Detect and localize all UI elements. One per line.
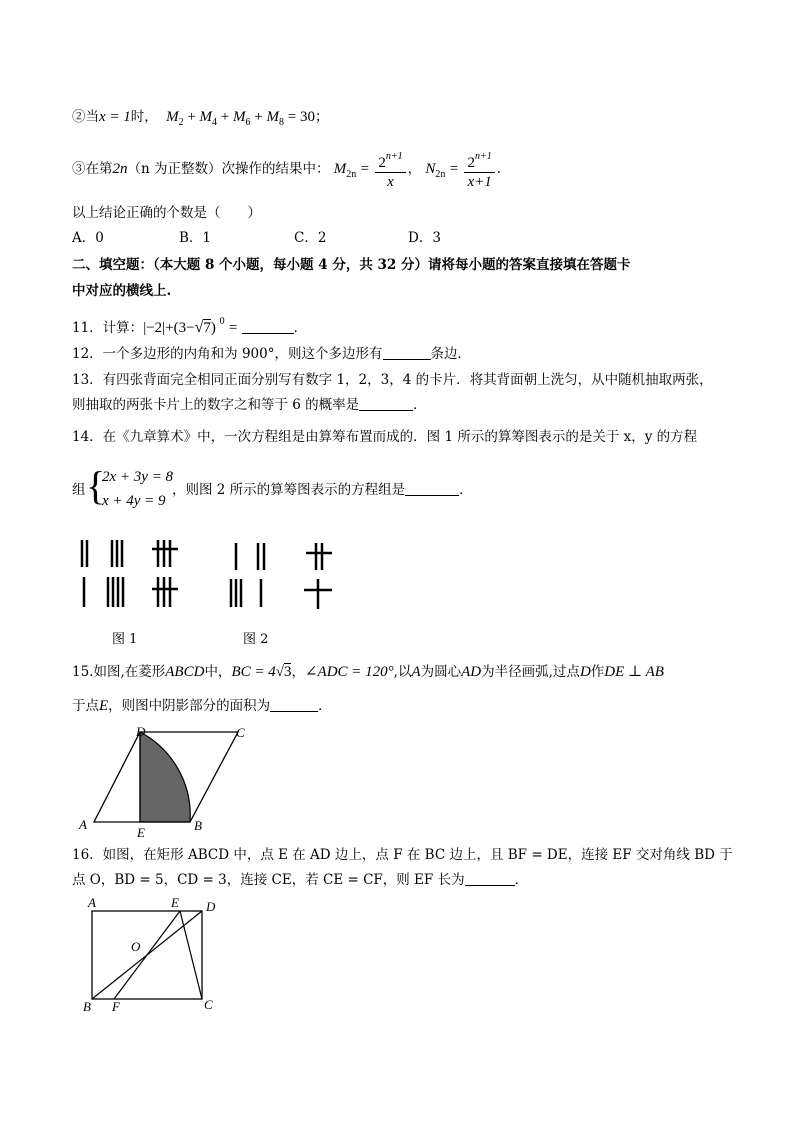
label-C: C — [236, 725, 245, 740]
q15-line1: 15.如图,在菱形ABCD中，BC = 4√3，∠ADC = 120°,以A为圆心AD为半径画弧,过点D作DE ⊥ AB — [72, 664, 664, 680]
q15-line2: 于点E，则图中阴影部分的面积为 ． — [72, 698, 332, 714]
fraction-m2n: $\frac{2^{n+1}}{x}$ — [375, 148, 405, 191]
answer-blank[interactable] — [242, 319, 294, 334]
label-D: D — [136, 724, 146, 739]
answer-blank[interactable] — [405, 481, 459, 496]
q10-item2: ②当x = 1时， $M_2 + M_4 + M_6 + M_8 = 30$； — [72, 109, 329, 128]
option-c[interactable]: C．2 — [294, 230, 327, 246]
q11: 11．计算：|−2|+(3−√7) $^0$ = ． — [72, 316, 308, 336]
option-d[interactable]: D．3 — [408, 230, 441, 246]
label-B: B — [83, 999, 91, 1014]
q12: 12．一个多边形的内角和为 900°，则这个多边形有 条边． — [72, 346, 471, 362]
q16-line1: 16．如图，在矩形 ABCD 中，点 E 在 AD 边上，点 F 在 BC 边上，且 BF = DE，连接 EF 交对角线 BD 于 — [72, 847, 733, 863]
option-b[interactable]: B．1 — [179, 230, 212, 246]
label-E: E — [137, 825, 145, 840]
answer-blank[interactable] — [383, 345, 431, 360]
q10-item3: ③在第2n（n 为正整数）次操作的结果中： $M_{2n}$ = $\frac{2^{n+1}}{x}$ ， $N_{2n}$ = $\frac{2^{n+1}}{x+1}$ ． — [72, 148, 510, 195]
rectangle-figure — [75, 893, 235, 1018]
rhombus-figure — [70, 722, 270, 840]
shaded-region — [140, 732, 190, 822]
label-O: O — [131, 939, 141, 954]
label-F: F — [112, 999, 120, 1014]
q14-line1: 14．在《九章算术》中，一次方程组是由算筹布置而成的．图 1 所示的算筹图表示的是关于 x，y 的方程 — [72, 429, 698, 445]
section2-title: 二、填空题：（本大题 8 个小题，每小题 4 分，共 32 分）请将每小题的答案直接填在答题卡 — [72, 257, 631, 273]
rod-figure-1 — [70, 535, 190, 615]
label-E: E — [171, 895, 179, 910]
rod-figure-2 — [220, 535, 340, 615]
label-B: B — [194, 818, 202, 833]
answer-blank[interactable] — [465, 871, 515, 886]
q13-line1: 13．有四张背面完全相同正面分别写有数字 1，2，3，4 的卡片．将其背面朝上洗匀，从中随机抽取两张， — [72, 372, 713, 388]
fraction-n2n: $\frac{2^{n+1}}{x+1}$ — [464, 148, 494, 191]
answer-blank[interactable] — [270, 697, 318, 712]
option-a[interactable]: A．0 — [72, 230, 104, 246]
label-D: D — [206, 899, 216, 914]
segment-EF — [114, 911, 180, 999]
q16-line2: 点 O，BD = 5，CD = 3，连接 CE，若 CE = CF，则 EF 长为 ． — [72, 872, 529, 888]
figure-2-caption: 图 2 — [243, 632, 269, 647]
left-brace: { — [86, 463, 106, 508]
section2-title-cont: 中对应的横线上. — [72, 283, 172, 299]
segment-CE — [180, 911, 202, 999]
figure-1-caption: 图 1 — [112, 632, 138, 647]
q13-line2: 则抽取的两张卡片上的数字之和等于 6 的概率是 ． — [72, 397, 427, 413]
label-C: C — [204, 997, 213, 1012]
q10-question: 以上结论正确的个数是（ ） — [72, 205, 261, 221]
label-A: A — [79, 817, 87, 832]
label-A: A — [88, 895, 96, 910]
answer-blank[interactable] — [359, 396, 413, 411]
